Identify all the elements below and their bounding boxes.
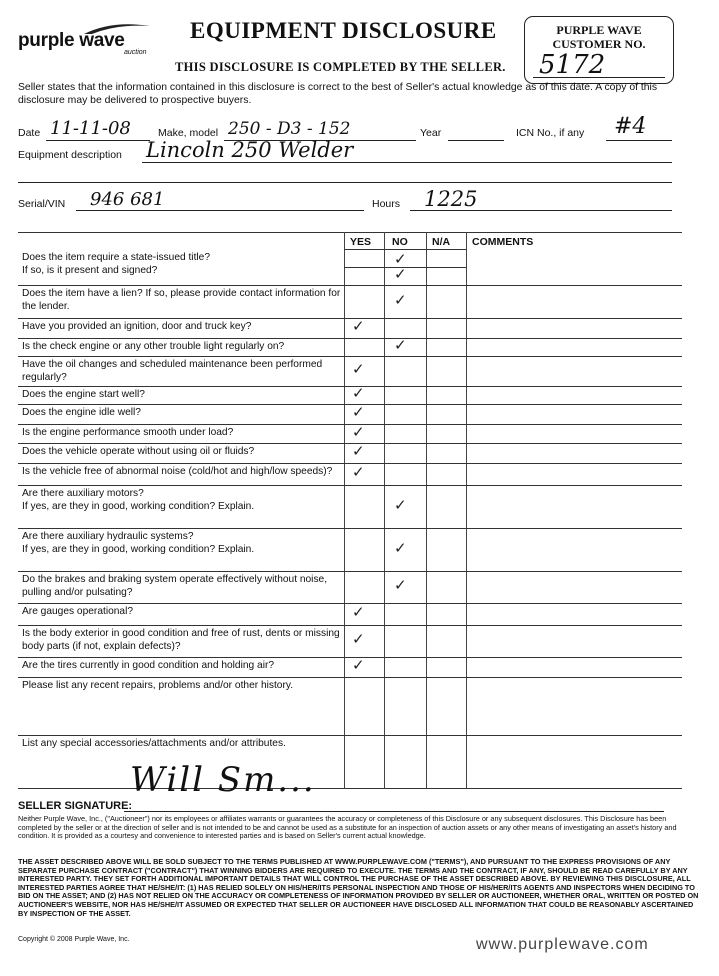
column-header-comments: COMMENTS — [472, 236, 534, 248]
hours-label: Hours — [372, 198, 401, 210]
answer-checkmark-icon[interactable]: ✓ — [352, 384, 365, 402]
equipment-description-value[interactable]: Lincoln 250 Welder — [146, 138, 354, 162]
column-header-no: NO — [392, 236, 408, 248]
date-label: Date — [18, 127, 41, 139]
column-header-yes: YES — [350, 236, 372, 248]
column-header-na: N/A — [432, 236, 451, 248]
website-link[interactable]: www.purplewave.com — [476, 936, 649, 953]
answer-checkmark-icon[interactable]: ✓ — [394, 538, 407, 557]
question-text: Do the brakes and braking system operate effectively without noise, pulling and/or pulsating? — [22, 574, 328, 598]
answer-checkmark-icon[interactable]: ✓ — [352, 360, 365, 378]
question-text: Is the check engine or any other trouble light regularly on? — [22, 341, 285, 352]
question-text: List any special accessories/attachments and/or attributes. — [22, 738, 286, 749]
answer-checkmark-icon[interactable]: ✓ — [394, 290, 407, 309]
seller-signature[interactable]: Will Sm... — [130, 760, 316, 800]
answer-checkmark-icon[interactable]: ✓ — [352, 317, 365, 335]
answer-checkmark-icon[interactable]: ✓ — [352, 422, 365, 441]
logo-brand-text: purple wave — [18, 30, 125, 51]
intro-statement: Seller states that the information contained in this disclosure is correct to the best of Seller's actual knowledge as of this date. A copy of this disclosure may be delivered to prospective buyers. — [18, 82, 658, 106]
make-model-value[interactable]: 250 - D3 - 152 — [228, 119, 351, 139]
terms-text: THE ASSET DESCRIBED ABOVE WILL BE SOLD SUBJECT TO THE TERMS PUBLISHED AT WWW.PURPLEWAVE.COM ("TERMS"), AND PURSUANT TO THE EXPRESS PROVISIONS OF ANY SEPARATE PURCHASE CONTRACT ("CONTRACT") THAT WINNING BIDDERS ARE REQUIRED TO EXECUTE. THE TERMS AND THE CONTRACT, IF ANY, SHOULD BE READ CAREFULLY BY ANY INTERESTED PARTY. THEY SET FORTH ADDITIONAL IMPORTANT DETAILS THAT WILL CONTROL THE PURCHASE OF THE ASSET DESCRIBED ABOVE. BY REVIEWING THIS DISCLOSURE, ALL INTERESTED PARTIES AGREE THAT HE/SHE/IT: (1) HAS RELIED SOLELY ON HIS/HER/ITS PERSONAL INSPECTION AND THOSE OF HIS/HER/ITS AGENTS AND INSPECTORS WHEN DECIDING TO BID ON THE ASSET; AND (2) HAS NOT RELIED ON THE ACCURACY OR COMPLETENESS OF INFORMATION PROVIDED BY SELLER OR AUCTIONEER, WHETHER ORAL, WRITTEN OR POSTED ON AUCTIONEER'S WEBSITE, NOR HAS HE/SHE/IT ASSUMED OR EXPECTED THAT SELLER OR AUCTIONEER HAVE DISCLOSED ALL INFORMATION THAT COULD BE REASONABLY ASCERTAINED BY INSPECTION OF THE ASSET. — [18, 857, 699, 918]
make-model-label: Make, model — [158, 127, 219, 139]
answer-checkmark-icon[interactable]: ✓ — [352, 463, 365, 481]
question-text: Have you provided an ignition, door and truck key? — [22, 321, 252, 332]
answer-checkmark-icon[interactable]: ✓ — [394, 265, 407, 283]
question-text: Have the oil changes and scheduled maintenance been performed regularly? — [22, 359, 323, 383]
answer-checkmark-icon[interactable]: ✓ — [394, 336, 407, 354]
customer-number-label: PURPLE WAVE CUSTOMER NO. — [552, 23, 646, 51]
question-text: Is the engine performance smooth under load? — [22, 427, 234, 438]
disclaimer-text: Neither Purple Wave, Inc., ("Auctioneer") nor its employees or affiliates warrants or guarantees the accuracy or completeness of this Disclosure or any subsequent disclosures. This Disclosure has been completed by the seller or at the direction of seller and is not intended to be and cannot be used as a substitute for an inspection of auction assets or any other means of investigating an asset's history and condition. It is provided as a courtesy and convenience to interested parties and is based on Seller's current actual knowledge. — [18, 814, 677, 841]
page-title: EQUIPMENT DISCLOSURE — [190, 18, 497, 43]
answer-checkmark-icon[interactable]: ✓ — [352, 630, 365, 648]
question-text: Please list any recent repairs, problems and/or other history. — [22, 680, 294, 691]
customer-number-value: 5172 — [539, 50, 606, 80]
answer-checkmark-icon[interactable]: ✓ — [394, 495, 407, 514]
question-text: Does the item have a lien? If so, please provide contact information for the lender. — [22, 288, 341, 312]
question-text: Is the body exterior in good condition and free of rust, dents or missing body parts (if not, explain defects)? — [22, 628, 340, 652]
customer-number-box — [524, 16, 674, 84]
question-text: Are there auxiliary motors? If yes, are they in good, working condition? Explain. — [22, 488, 255, 512]
seller-signature-label: SELLER SIGNATURE: — [18, 800, 133, 812]
question-text: Are the tires currently in good condition and holding air? — [22, 660, 275, 671]
question-text: Does the item require a state-issued title? If so, is it present and signed? — [22, 252, 210, 276]
icn-value[interactable]: #4 — [614, 114, 647, 139]
answer-checkmark-icon[interactable]: ✓ — [352, 603, 365, 621]
question-text: Is the vehicle free of abnormal noise (cold/hot and high/low speeds)? — [22, 466, 333, 477]
icn-label: ICN No., if any — [516, 127, 585, 139]
answer-checkmark-icon[interactable]: ✓ — [394, 250, 407, 268]
copyright-text: Copyright © 2008 Purple Wave, Inc. — [18, 936, 130, 943]
answer-checkmark-icon[interactable]: ✓ — [352, 403, 365, 421]
answer-checkmark-icon[interactable]: ✓ — [394, 576, 407, 594]
year-label: Year — [420, 127, 442, 139]
serial-vin-value[interactable]: 946 681 — [90, 189, 165, 210]
question-text: Are gauges operational? — [22, 606, 134, 617]
answer-checkmark-icon[interactable]: ✓ — [352, 442, 365, 460]
answer-checkmark-icon[interactable]: ✓ — [352, 656, 365, 674]
hours-value[interactable]: 1225 — [424, 187, 478, 211]
equipment-description-label: Equipment description — [18, 149, 122, 161]
question-text: Does the engine start well? — [22, 389, 145, 400]
page-subtitle: THIS DISCLOSURE IS COMPLETED BY THE SELLER. — [175, 60, 506, 74]
purple-wave-logo — [12, 22, 162, 60]
logo-sub-text: auction — [124, 49, 147, 56]
date-value[interactable]: 11-11-08 — [50, 118, 131, 139]
question-text: Does the vehicle operate without using oil or fluids? — [22, 446, 255, 457]
serial-vin-label: Serial/VIN — [18, 198, 66, 210]
question-text: Are there auxiliary hydraulic systems? If yes, are they in good, working condition? Explain. — [22, 531, 255, 555]
question-text: Does the engine idle well? — [22, 407, 141, 418]
